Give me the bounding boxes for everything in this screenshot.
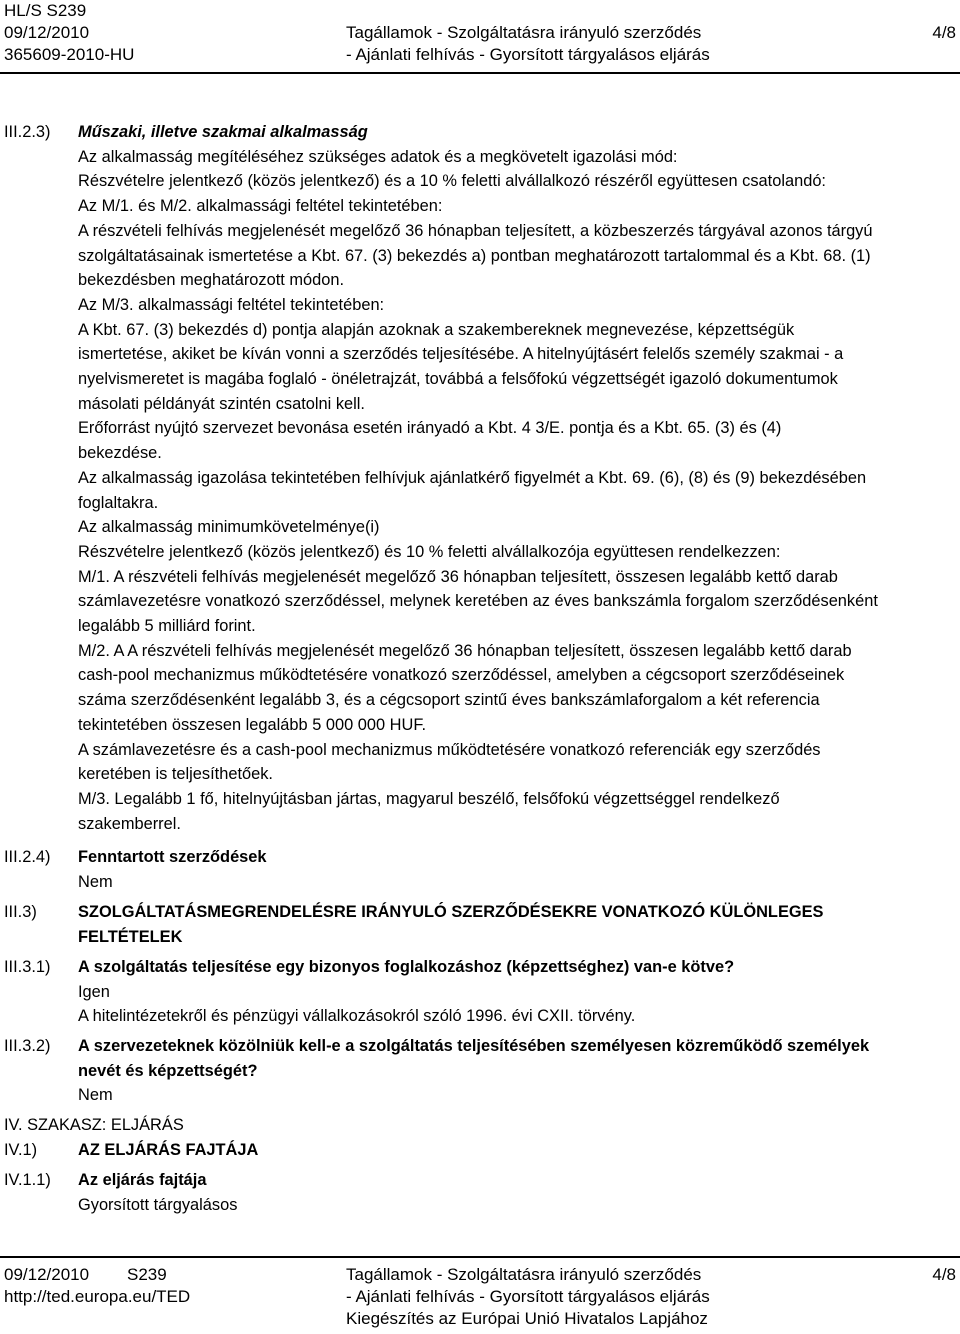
section-title-line: FELTÉTELEK [78, 927, 183, 946]
section-title-line: nevét és képzettségét? [78, 1061, 258, 1080]
text-line: Erőforrást nyújtó szervezet bevonása esetén irányadó a Kbt. 4 3/E. pontja és a Kbt. 65. (3) és (4) [78, 419, 782, 438]
text-line: Az M/3. alkalmassági feltétel tekintetében: [78, 295, 385, 314]
section-body [78, 955, 956, 1029]
section-number: III.3.2) [4, 1037, 51, 1055]
text-line: száma szerződésenként legalább 3, és a cégcsoport szintű éves bankszámlaforgalom a két referencia [78, 691, 820, 710]
section-value: Gyorsított tárgyalásos [78, 1195, 238, 1214]
text-line: Az alkalmasság minimumkövetelménye(i) [78, 518, 380, 537]
section-title: Műszaki, illetve szakmai alkalmasság [78, 123, 368, 141]
section-note: A hitelintézetekről és pénzügyi vállalkozásokról szóló 1996. évi CXII. törvény. [78, 1007, 636, 1026]
section-title-line: A szervezeteknek közölniük kell-e a szolgáltatás teljesítésében személyesen közreműködő személyek [78, 1037, 870, 1055]
text-line: cash-pool mechanizmus működtetésére vonatkozó szerződéssel, amelyben a cégcsoport szerződéseinek [78, 666, 845, 685]
header-center-line-3: - Ajánlati felhívás - Gyorsított tárgyalásos eljárás [346, 45, 710, 64]
section-number: IV.1.1) [4, 1171, 51, 1189]
header-date: 09/12/2010 [4, 23, 90, 42]
header-reference: 365609-2010-HU [4, 45, 135, 64]
section-title: AZ ELJÁRÁS FAJTÁJA [78, 1141, 259, 1159]
text-line: szakemberrel. [78, 814, 181, 833]
text-line: M/3. Legalább 1 fő, hitelnyújtásban jártas, magyarul beszélő, felsőfokú végzettséggel rendelkező [78, 789, 780, 808]
footer-rule [0, 1256, 960, 1258]
section-number: III.3.1) [4, 958, 51, 976]
footer-center-line-1: Tagállamok - Szolgáltatásra irányuló szerződés [346, 1265, 702, 1284]
section-body [78, 1168, 956, 1217]
text-line: A számlavezetésre és a cash-pool mechanizmus működtetésére vonatkozó referenciák egy szerződés [78, 740, 821, 759]
section-title: Az eljárás fajtája [78, 1171, 207, 1189]
text-line: keretében is teljesíthetőek. [78, 765, 273, 784]
text-line: A részvételi felhívás megjelenését megelőző 36 hónapban teljesített, a közbeszerzés tárgyával azonos tárgyú [78, 221, 873, 240]
text-line: ismertetése, akiket be kíván vonni a szerződés teljesítésébe. A hitelnyújtásért felelős személy szakmai - a [78, 345, 844, 364]
text-line: nyelvismeretet is magába foglaló - önéletrajzát, továbbá a felsőfokú végzettségét igazoló dokumentumok [78, 370, 838, 389]
section-heading: IV. SZAKASZ: ELJÁRÁS [4, 1116, 184, 1134]
text-line: Részvételre jelentkező (közös jelentkező) és a 10 % feletti alvállalkozó részéről együttesen csatolandó: [78, 172, 826, 191]
footer-center [346, 1264, 710, 1330]
text-line: M/2. A A részvételi felhívás megjelenését megelőző 36 hónapban teljesített, összesen legalább kettő darab [78, 641, 852, 660]
header-left [4, 0, 134, 66]
text-line: M/1. A részvételi felhívás megjelenését megelőző 36 hónapban teljesített, összesen legalább kettő darab [78, 567, 838, 586]
footer-center-line-3: Kiegészítés az Európai Unió Hivatalos Lapjához [346, 1309, 708, 1328]
section-number: III.2.4) [4, 848, 51, 866]
section-body [78, 900, 956, 949]
section-body [78, 845, 956, 894]
text-line: Részvételre jelentkező (közös jelentkező) és 10 % feletti alvállalkozója együttesen rendelkezzen: [78, 542, 781, 561]
section-body [78, 120, 956, 836]
text-line: szolgáltatásainak ismertetése a Kbt. 67. (3) bekezdés a) pontban meghatározott tartalommal és a Kbt. 68. (1) [78, 246, 871, 265]
text-line: Az alkalmasság igazolása tekintetében felhívjuk ajánlatkérő figyelmét a Kbt. 69. (6), (8) és (9) bekezdésében [78, 468, 867, 487]
section-value: Nem [78, 872, 113, 891]
section-number: IV.1) [4, 1141, 38, 1159]
section-title-line: SZOLGÁLTATÁSMEGRENDELÉSRE IRÁNYULÓ SZERZŐDÉSEKRE VONATKOZÓ KÜLÖNLEGES [78, 903, 824, 921]
section-title: Fenntartott szerződések [78, 848, 267, 866]
text-line: tekintetében összesen legalább 5 000 000 HUF. [78, 715, 427, 734]
section-body [78, 1034, 956, 1108]
text-line: Az alkalmasság megítéléséhez szükséges adatok és a megkövetelt igazolási mód: [78, 147, 678, 166]
text-line: számlavezetésre vonatkozó szerződéssel, melynek keretében az éves bankszámla forgalom szerződésenként [78, 592, 878, 611]
text-line: Az M/1. és M/2. alkalmassági feltétel tekintetében: [78, 197, 443, 216]
text-line: legalább 5 milliárd forint. [78, 617, 256, 636]
header-center-line-2: Tagállamok - Szolgáltatásra irányuló szerződés [346, 23, 702, 42]
footer-date: 09/12/2010 [4, 1265, 90, 1284]
header-center-line-1 [346, 0, 710, 22]
text-line: A Kbt. 67. (3) bekezdés d) pontja alapján azoknak a szakembereknek megnevezése, képzettségük [78, 320, 795, 339]
section-value: Nem [78, 1086, 113, 1105]
footer-page-number: 4/8 [932, 1265, 956, 1284]
text-line: bekezdése. [78, 444, 162, 463]
section-body [78, 1138, 956, 1163]
section-number: III.3) [4, 903, 37, 921]
footer-code: S239 [127, 1265, 167, 1284]
footer-center-line-2: - Ajánlati felhívás - Gyorsított tárgyalásos eljárás [346, 1287, 710, 1306]
header-series: HL/S S239 [4, 1, 87, 20]
section-value: Igen [78, 982, 110, 1001]
text-line: bekezdésben meghatározott módon. [78, 271, 345, 290]
text-line: foglaltakra. [78, 493, 159, 512]
header-center [346, 0, 710, 66]
header-page-number: 4/8 [932, 23, 956, 42]
header-rule [0, 72, 960, 74]
section-title: A szolgáltatás teljesítése egy bizonyos foglalkozáshoz (képzettséghez) van-e kötve? [78, 958, 735, 976]
footer-url[interactable]: http://ted.europa.eu/TED [4, 1287, 191, 1306]
text-line: másolati példányát szintén csatolni kell. [78, 394, 365, 413]
section-number: III.2.3) [4, 123, 51, 141]
